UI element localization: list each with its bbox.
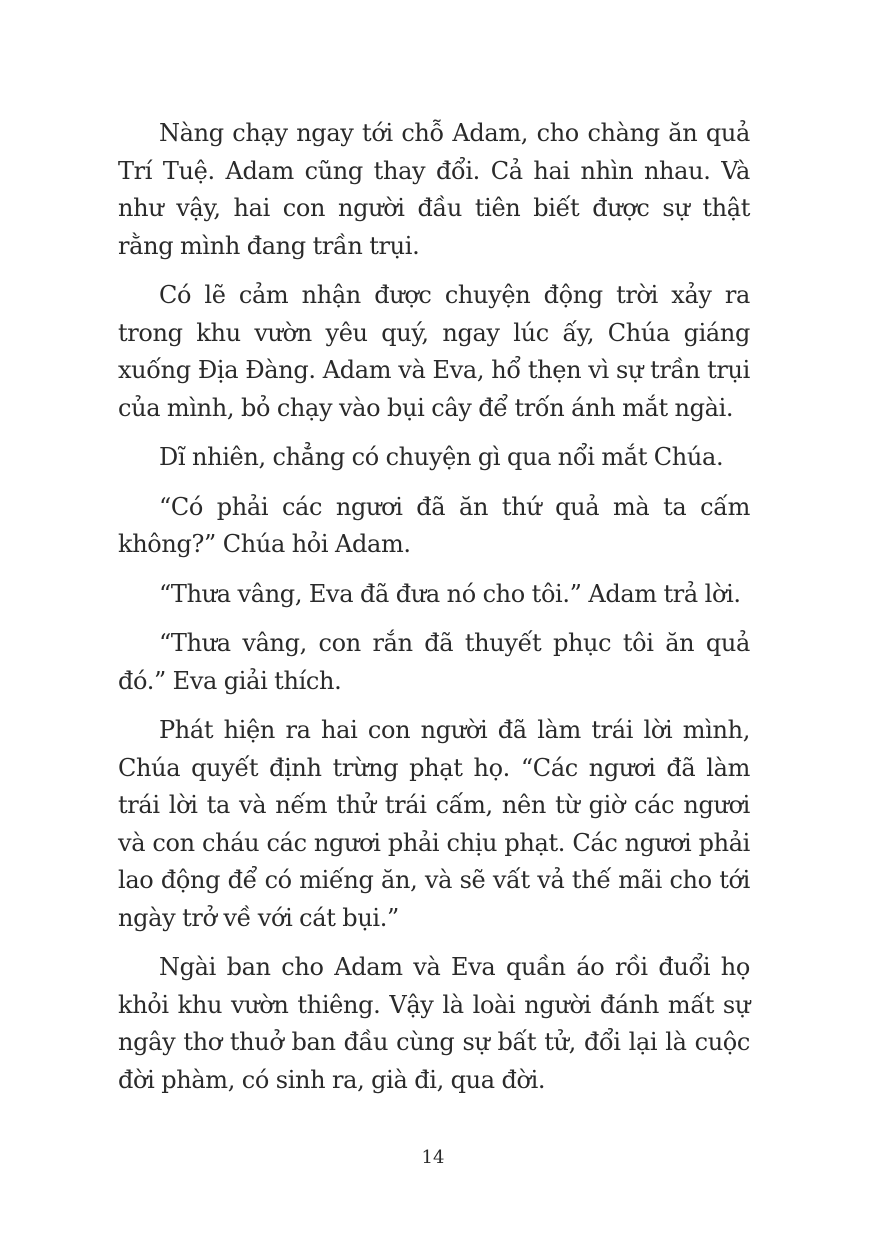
paragraph-7: Phát hiện ra hai con người đã làm trái lời mình, Chúa quyết định trừng phạt họ. “Các ngươi đã làm trái lời ta và nếm thử trái cấm, nên từ giờ các ngươi và con cháu các ngươi phải chịu phạt. Các ngươi phải lao động để có miếng ăn, và sẽ vất vả thế mãi cho tới ngày trở về với cát bụi.” [118,716,750,932]
paragraph-2: Có lẽ cảm nhận được chuyện động trời xảy ra trong khu vườn yêu quý, ngay lúc ấy, Chúa giáng xuống Địa Đàng. Adam và Eva, hổ thẹn vì sự trần trụi của mình, bỏ chạy vào bụi cây để trốn ánh mắt ngài. [118,281,750,422]
paragraph-6: “Thưa vâng, con rắn đã thuyết phục tôi ăn quả đó.” Eva giải thích. [118,629,750,695]
page-body [118,115,750,1111]
paragraph-5: “Thưa vâng, Eva đã đưa nó cho tôi.” Adam trả lời. [159,579,741,608]
paragraph-1: Nàng chạy ngay tới chỗ Adam, cho chàng ăn quả Trí Tuệ. Adam cũng thay đổi. Cả hai nhìn nhau. Và như vậy, hai con người đầu tiên biết được sự thật rằng mình đang trần trụi. [118,119,750,260]
paragraph-4: “Có phải các ngươi đã ăn thứ quả mà ta cấm không?” Chúa hỏi Adam. [118,492,750,558]
paragraph-8: Ngài ban cho Adam và Eva quần áo rồi đuổi họ khỏi khu vườn thiêng. Vậy là loài người đánh mất sự ngây thơ thuở ban đầu cùng sự bất tử, đổi lại là cuộc đời phàm, có sinh ra, già đi, qua đời. [118,953,750,1094]
page-number: 14 [421,1147,445,1168]
paragraph-3: Dĩ nhiên, chẳng có chuyện gì qua nổi mắt Chúa. [159,443,724,471]
